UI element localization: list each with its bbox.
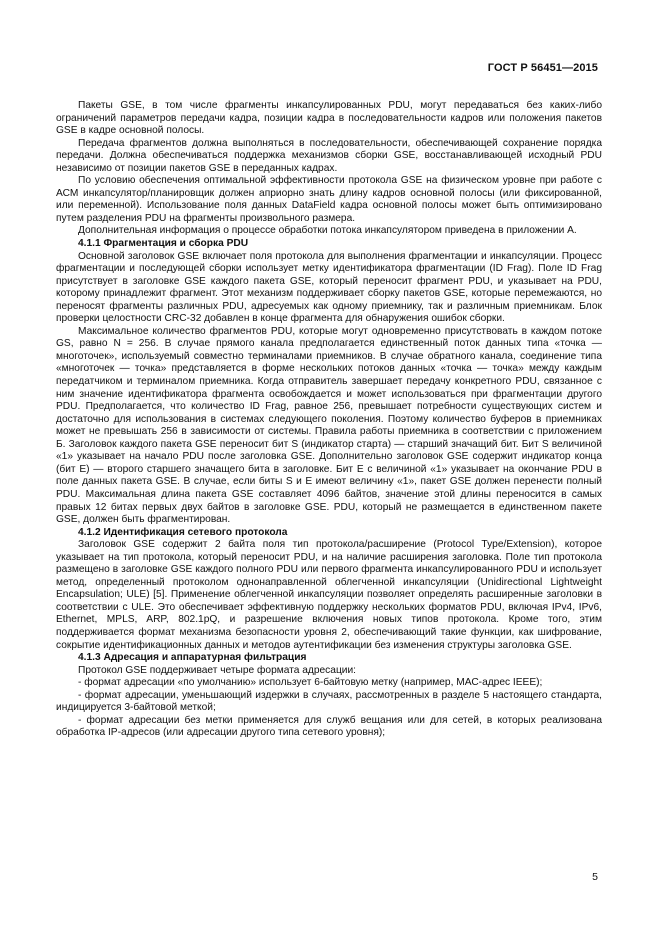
paragraph: Передача фрагментов должна выполняться в последовательности, обеспечивающей сохранение порядка передачи. Должна обеспечиваться поддержка механизмов сборки GSE, восстанавливающей исходный PDU независимо от позиции пакетов GSE в переданных кадрах.: [56, 137, 602, 174]
section-heading-4-1-2: 4.1.2 Идентификация сетевого протокола: [78, 526, 288, 538]
paragraph: Протокол GSE поддерживает четыре формата адресации:: [78, 664, 356, 676]
page-body: [56, 100, 602, 740]
paragraph: Основной заголовок GSE включает поля протокола для выполнения фрагментации и инкапсуляции. Процесс фрагментации и последующей сборки использует метку идентификатора фрагментации (ID Frag). Поле ID Frag присутствует в заголовке GSE каждого пакета GSE, который переносит фрагмент PDU, и указывает на PDU, которому принадлежит фрагмент. Этот механизм поддерживает сборку пакетов GSE, которые перемежаются, но переносят фрагменты различных PDU, адресуемых как одному приемнику, так и различным приемникам. Блок проверки целостности CRC-32 добавлен в конце фрагмента для обнаружения ошибок сборки.: [56, 250, 602, 325]
page-number: 5: [592, 871, 598, 883]
standard-designation: ГОСТ Р 56451—2015: [487, 62, 598, 74]
paragraph: Дополнительная информация о процессе обработки потока инкапсулятором приведена в приложении А.: [78, 225, 577, 237]
paragraph: По условию обеспечения оптимальной эффективности протокола GSE на физическом уровне при работе с АСМ инкапсулятор/планировщик должен априорно знать длину кадров основной полосы (или фиксированной, или переменной). Использование поля данных DataField кадра основной полосы может быть оптимизировано путем разделения PDU на фрагменты произвольного размера.: [56, 175, 602, 224]
list-item: - формат адресации «по умолчанию» использует 6-байтовую метку (например, МАС-адрес IEEE);: [78, 677, 543, 689]
section-heading-4-1-3: 4.1.3 Адресация и аппаратурная фильтрация: [78, 652, 307, 664]
paragraph: Пакеты GSE, в том числе фрагменты инкапсулированных PDU, могут передаваться без каких-либо ограничений параметров передачи кадра, позиции кадра в последовательности кадров или положения пакетов GSE в кадре основной полосы.: [56, 100, 602, 137]
paragraph: Заголовок GSE содержит 2 байта поля тип протокола/расширение (Protocol Type/Extension), которое указывает на тип протокола, который переносит PDU, и на наличие расширения заголовка. Поле тип протокола размещено в заголовке GSE каждого полного PDU или первого фрагмента инкапсулированного PDU и использует метод, определенный протоколом однонаправленной облегченной инкапсуляции (Unidirectional Lightweight Encapsulation; ULE) [5]. Применение облегченной инкапсуляции позволяет определять расширенные заголовки в соответствии с ULE. Это обеспечивает эффективную поддержку нескольких форматов PDU, включая IPv4, IPv6, Ethernet, MPLS, ARP, 802.1pQ, и разрешение включения новых типов протокола. Кроме того, этим поддерживается формат механизма безопасности уровня 2, обеспечивающий такие функции, как шифрование, сокрытие идентификационных данных и методов аутентификации без изменения структуры заголовка GSE.: [56, 539, 602, 651]
paragraph: Максимальное количество фрагментов PDU, которые могут одновременно присутствовать в каждом потоке GS, равно N = 256. В случае прямого канала предполагается единственный поток данных типа «точка — многоточек», используемый совместно терминалами приемников. В случае обратного канала, соединение типа «многоточек — точка» представляется в форме нескольких потоков данных «точка — точка» между каждым передатчиком и терминалом приемника. Когда отправитель завершает передачу конкретного PDU, связанное с ним значение идентификатора фрагмента освобождается и может использоваться при фрагментации другого PDU. Предполагается, что количество ID Frag, равное 256, превышает потребности существующих систем и достаточно для использования в системах следующего поколения. Поэтому количество буферов в приемниках может не превышать 256 в зависимости от системы. Правила работы приемника в соответствии с приложением Б. Заголовок каждого пакета GSE переносит бит S (индикатор старта) — старший значащий бит. Бит S величиной «1» указывает на начало PDU после заголовка GSE. Дополнительно заголовок GSE содержит индикатор конца (бит E) — второго старшего значащего бита в заголовке. Бит E с величиной «1» указывает на окончание PDU в поле данных пакета GSE. В случае, если биты S и E имеют величину «1», пакет GSE должен перенести полный PDU. Максимальная длина пакета GSE составляет 4096 байтов, значение этой длины переносится в самых правых 12 битах первых двух байтов в заголовке GSE. PDU, который не размещается в единственном пакете GSE, должен быть фрагментирован.: [56, 325, 602, 526]
section-heading-4-1-1: 4.1.1 Фрагментация и сборка PDU: [78, 238, 249, 250]
list-item: - формат адресации без метки применяется для служб вещания или для сетей, в которых реализована обработка IP-адресов (или адресации другого типа сетевого уровня);: [56, 714, 602, 739]
list-item: - формат адресации, уменьшающий издержки в случаях, рассмотренных в разделе 5 настоящего стандарта, индицируется 3-байтовой меткой;: [56, 689, 602, 714]
